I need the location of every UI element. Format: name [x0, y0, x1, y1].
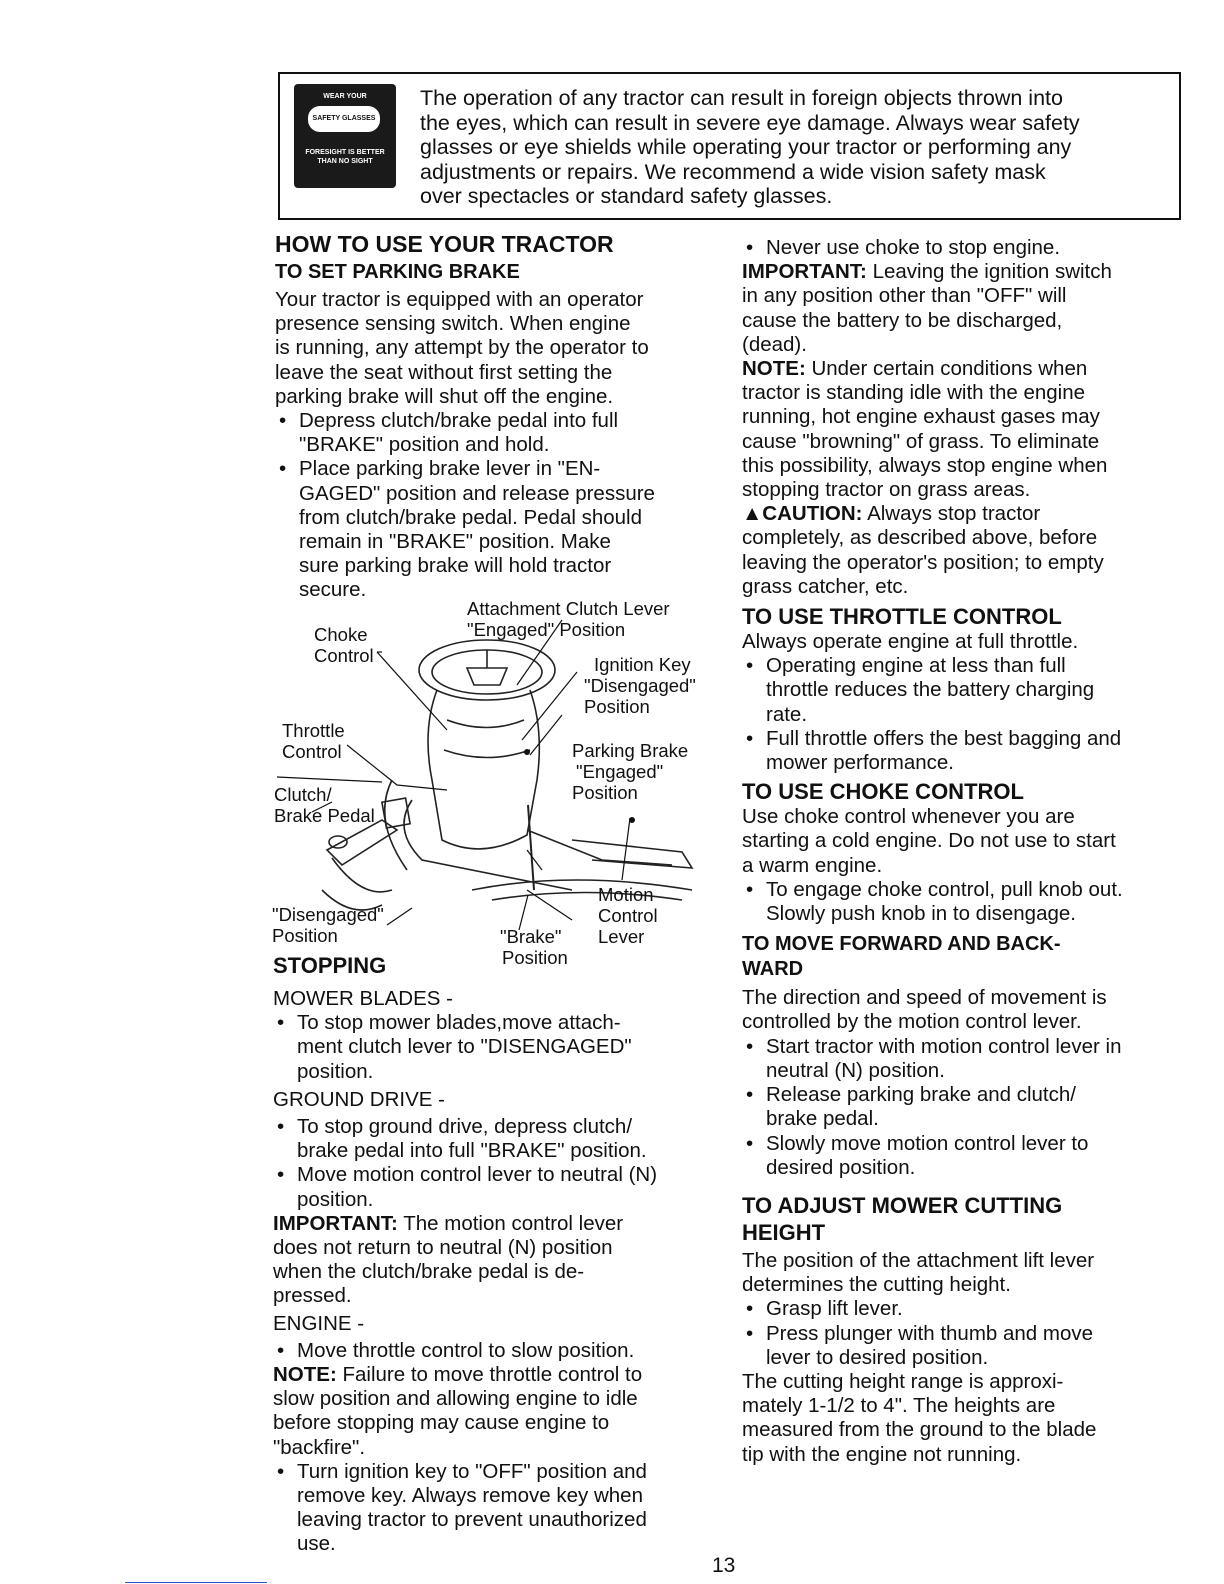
tractor-controls-diagram [272, 590, 717, 970]
list-item: • Press plunger with thumb and move lever to desired position. [746, 1321, 1094, 1369]
important-note: IMPORTANT: Leaving the ignition switch in any position other than "OFF" will cause the battery to be discharged, (dead). [742, 260, 1112, 356]
page-number: 13 [712, 1554, 736, 1577]
mower-blades-label: MOWER BLADES - [273, 987, 453, 1010]
attachment-clutch-label: Attachment Clutch Lever "Engaged" Position [467, 598, 670, 640]
warning-line: glasses or eye shields while operating your tractor or performing any [420, 135, 1072, 159]
ground-drive-label: GROUND DRIVE - [273, 1087, 445, 1111]
move-heading: TO MOVE FORWARD AND BACK- WARD [742, 933, 1061, 981]
choke-heading: TO USE CHOKE CONTROL [742, 779, 1024, 805]
parking-intro: Your tractor is equipped with an operator presence sensing switch. When engine is running, any attempt by the operator to leave the seat without first setting the parking brake will shut off the engine. [275, 288, 649, 408]
safety-warning-box [278, 72, 1181, 220]
footer-rule [125, 1582, 267, 1583]
list-item: • Depress clutch/brake pedal into full "BRAKE" position and hold. [279, 409, 619, 457]
list-item: • Never use choke to stop engine. [746, 236, 1061, 259]
note: NOTE: Failure to move throttle control to slow position and allowing engine to idle before stopping may cause engine to "backfire". [273, 1363, 643, 1459]
warning-line: the eyes, which can result in severe eye damage. Always wear safety [420, 110, 1080, 135]
icon-text-line2: SAFETY GLASSES [308, 106, 380, 132]
section-title: HOW TO USE YOUR TRACTOR [275, 231, 614, 257]
list-item: • Place parking brake lever in "EN- GAGED" position and release pressure from clutch/brake pedal. Pedal should remain in "BRAKE" position. Make sure parking brake will hold tractor secure. [279, 457, 655, 602]
list-item: • To engage choke control, pull knob out. Slowly push knob in to disengage. [746, 877, 1123, 926]
choke-control-label: Choke Control [314, 624, 374, 666]
icon-text-line3: FORESIGHT IS BETTER THAN NO SIGHT [305, 149, 385, 165]
list-item: • To stop mower blades,move attach- ment clutch lever to "DISENGAGED" position. [277, 1011, 632, 1083]
list-item: • Grasp lift lever. [746, 1297, 903, 1321]
brake-position-label: "Brake" Position [500, 926, 568, 968]
wear-safety-glasses-icon [294, 84, 396, 188]
list-item: • Turn ignition key to "OFF" position and remove key. Always remove key when leaving tractor to prevent unauthorized use. [277, 1459, 647, 1556]
list-item: • Slowly move motion control lever to desired position. [746, 1131, 1089, 1179]
warning-line: The operation of any tractor can result in foreign objects thrown into [420, 86, 1063, 110]
ignition-key-label: Ignition Key "Disengaged" Position [584, 654, 696, 717]
left-column-top [275, 230, 715, 603]
caution-icon: ▲ [742, 502, 763, 526]
list-item: • Operating engine at less than full throttle reduces the battery charging rate. [746, 654, 1095, 726]
list-item: • Move throttle control to slow position. [277, 1338, 635, 1362]
parking-brake-heading: TO SET PARKING BRAKE [275, 261, 520, 283]
list-item: • Move motion control lever to neutral (N) position. [277, 1163, 658, 1211]
list-item: • Release parking brake and clutch/ brake pedal. [746, 1083, 1076, 1131]
engine-label: ENGINE - [273, 1311, 365, 1335]
throttle-control-label: Throttle Control [282, 720, 345, 762]
important-note: IMPORTANT: The motion control lever does not return to neutral (N) position when the clutch/brake pedal is de- pressed. [273, 1211, 624, 1308]
list-item: • Full throttle offers the best bagging and mower performance. [746, 726, 1122, 775]
warning-line: over spectacles or standard safety glasses. [420, 184, 833, 208]
motion-control-lever-label: Motion Control Lever [598, 884, 658, 947]
warning-text [420, 86, 1160, 209]
list-item: • Start tractor with motion control lever in neutral (N) position. [746, 1034, 1122, 1082]
icon-text-line1: WEAR YOUR [323, 93, 367, 100]
stopping-section [273, 952, 718, 1557]
warning-line: adjustments or repairs. We recommend a wide vision safety mask [420, 159, 1046, 184]
steering-wheel [419, 640, 555, 700]
throttle-heading: TO USE THROTTLE CONTROL [742, 604, 1062, 630]
stopping-heading: STOPPING [273, 953, 387, 978]
adjust-heading: TO ADJUST MOWER CUTTING HEIGHT [742, 1192, 1063, 1245]
clutch-brake-pedal-label: Clutch/ Brake Pedal [274, 784, 375, 826]
disengaged-position-label: "Disengaged" Position [272, 904, 384, 946]
caution-note: ▲CAUTION: Always stop tractor completely, as described above, before leaving the operator's position; to empty grass catcher, etc. [742, 502, 1104, 598]
right-column: • Never use choke to stop engine. IMPORTANT: Leaving the ignition switch in any position other than "OFF" will cause the battery to be discharged, (dead). NOTE: Under certain conditions when tractor is standing idle with the engine running, hot engine exhaust gases may cause "browning" of grass. To eliminate this possibility, always stop engine when stopping tractor on grass areas. ▲CAUTION: Always stop tractor completely, as described above, before leaving the operator's position; to empty grass catcher, etc. TO USE THROTTLE CONTROL Always operate engine at full throttle. • Operating engine at less than full throttle reduces the battery charging rate. • Full throttle offers the best bagging and mower performance. TO USE CHOKE CONTROL Use choke control whenever you are starting a cold engine. Do not use to start a warm engine. • To engage choke control, pull knob out. Slowly push knob in to disengage. TO MOVE FORWARD AND BACK- WARD The direction and speed of movement is controlled by the motion control lever. • Start tractor with motion control lever in neutral (N) position. • Release parking brake and clutch/ brake pedal. • Slowly move motion control lever to desired position. TO ADJUST MOWER CUTTING HEIGHT The position of the attachment lift lever determines the cutting height. • Grasp lift lever. • Press plunger with thumb and move lever to desired position. The cutting height range is approxi- mately 1-1/2 to 4". The heights are measured from the ground to the blade tip with the engine not running. [742, 236, 1182, 1467]
note: NOTE: Under certain conditions when tractor is standing idle with the engine running, hot engine exhaust gases may cause "browning" of grass. To eliminate this possibility, always stop engine when stopping tractor on grass areas. [742, 357, 1108, 502]
parking-brake-label: Parking Brake "Engaged" Position [572, 740, 689, 803]
list-item: • To stop ground drive, depress clutch/ brake pedal into full "BRAKE" position. [277, 1115, 647, 1163]
